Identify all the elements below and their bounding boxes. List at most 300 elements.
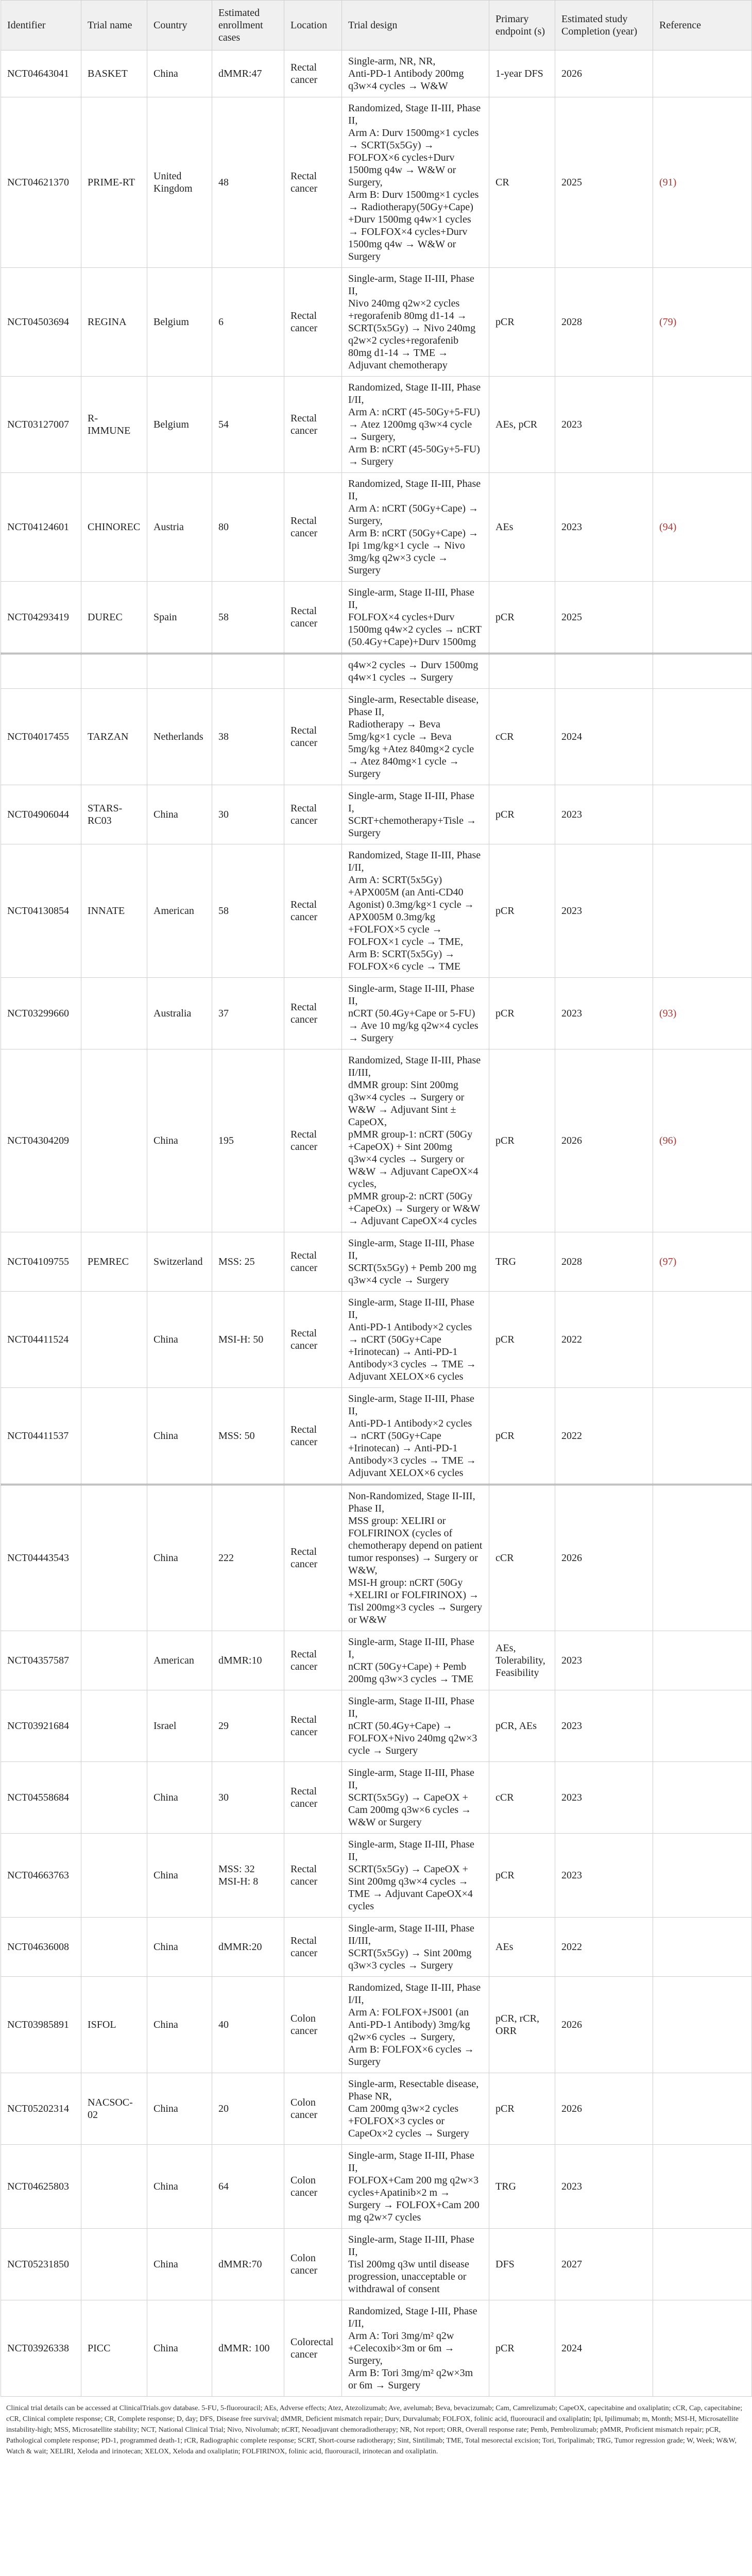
trial-design-line: MSS group: XELIRI or FOLFIRINOX (cycles of chemotherapy depend on patient tumor responses) → Surgery or W&W, [348, 1515, 483, 1576]
cell-identifier: NCT04906044 [1, 785, 81, 844]
cell-trial-design [342, 2229, 489, 2300]
cell-identifier: NCT04411537 [1, 1388, 81, 1485]
cell-primary-endpoint: DFS [489, 2229, 555, 2300]
cell-identifier: NCT04625803 [1, 2145, 81, 2229]
cell-country: American [147, 1631, 212, 1690]
cell-identifier: NCT04357587 [1, 1631, 81, 1690]
cell-trial-name: PEMREC [81, 1232, 147, 1292]
trial-design-line: Single-arm, Stage II-III, Phase II, [348, 1767, 474, 1791]
table-row [1, 785, 752, 844]
cell-completion: 2026 [555, 2073, 653, 2145]
cell-reference [653, 1049, 752, 1232]
cell-identifier: NCT05202314 [1, 2073, 81, 2145]
cell-location: Rectal cancer [284, 689, 342, 785]
cell-identifier: NCT04443543 [1, 1485, 81, 1631]
cell-trial-design [342, 2073, 489, 2145]
cell-primary-endpoint: pCR, AEs [489, 1690, 555, 1762]
trial-design-line: Randomized, Stage II-III, Phase II, [348, 103, 481, 126]
trial-design-line: Arm A: Durv 1500mg×1 cycles → SCRT(5x5Gy) → FOLFOX×6 cycles+Durv 1500mg q4w → W&W or Surgery, [348, 127, 479, 188]
trial-design-line: SCRT(5x5Gy) → Sint 200mg q3w×3 cycles → Surgery [348, 1947, 472, 1971]
trial-design-line: Radiotherapy → Beva 5mg/kg×1 cycle → Beva 5mg/kg +Atez 840mg×2 cycle → Atez 840mg×1 cycle → Surgery [348, 719, 474, 779]
cell-reference [653, 978, 752, 1049]
cell-enrollment: dMMR:47 [212, 50, 284, 97]
cell-identifier [1, 654, 81, 689]
cell-location: Rectal cancer [284, 1232, 342, 1292]
cell-trial-name [81, 1292, 147, 1388]
cell-primary-endpoint: pCR [489, 785, 555, 844]
trial-design-line: nCRT (50.4Gy+Cape) → FOLFOX+Nivo 240mg q2w×3 cycle → Surgery [348, 1720, 477, 1756]
trial-design-line: Arm A: Tori 3mg/m² q2w +Celecoxib×3m or 6m → Surgery, [348, 2330, 455, 2366]
cell-country: Australia [147, 978, 212, 1049]
table-row [1, 978, 752, 1049]
cell-trial-design [342, 654, 489, 689]
cell-identifier: NCT03926338 [1, 2300, 81, 2397]
cell-location: Rectal cancer [284, 582, 342, 654]
cell-trial-design [342, 2300, 489, 2397]
header-row [1, 1, 752, 50]
cell-completion: 2023 [555, 1690, 653, 1762]
trial-design-line: Nivo 240mg q2w×2 cycles +regorafenib 80mg d1-14 → SCRT(5x5Gy) → Nivo 240mg q2w×2 cycles+regorafenib 80mg d1-14 → TME → Adjuvant chemotherapy [348, 298, 476, 371]
reference-link[interactable]: (79) [659, 316, 677, 328]
trial-design-line: Single-arm, Stage II-III, Phase II, [348, 2234, 474, 2258]
cell-trial-design [342, 1631, 489, 1690]
cell-trial-design [342, 1918, 489, 1977]
cell-location [284, 654, 342, 689]
cell-enrollment: 20 [212, 2073, 284, 2145]
table-row [1, 1690, 752, 1762]
cell-country: American [147, 844, 212, 978]
cell-trial-name [81, 1834, 147, 1918]
cell-identifier: NCT03921684 [1, 1690, 81, 1762]
cell-reference [653, 1485, 752, 1631]
cell-reference [653, 1232, 752, 1292]
cell-identifier: NCT04621370 [1, 97, 81, 268]
cell-country: Austria [147, 473, 212, 582]
cell-trial-name [81, 1918, 147, 1977]
cell-primary-endpoint: CR [489, 97, 555, 268]
cell-completion: 2026 [555, 50, 653, 97]
cell-trial-design [342, 1485, 489, 1631]
trial-design-line: Single-arm, Resectable disease, Phase NR, [348, 2078, 479, 2102]
table-row [1, 473, 752, 582]
cell-reference [653, 50, 752, 97]
cell-reference [653, 689, 752, 785]
cell-primary-endpoint: cCR [489, 1762, 555, 1834]
cell-completion: 2023 [555, 978, 653, 1049]
cell-location: Rectal cancer [284, 785, 342, 844]
trial-design-line: Single-arm, NR, NR, [348, 56, 436, 67]
trial-design-line: Single-arm, Stage II-III, Phase II/III, [348, 1923, 474, 1946]
trial-design-line: nCRT (50Gy+Cape) + Pemb 200mg q3w×3 cycles → TME [348, 1661, 474, 1685]
table-row [1, 654, 752, 689]
cell-enrollment: 195 [212, 1049, 284, 1232]
cell-enrollment: 30 [212, 1762, 284, 1834]
cell-identifier: NCT04293419 [1, 582, 81, 654]
cell-country: Belgium [147, 268, 212, 377]
cell-completion: 2024 [555, 2300, 653, 2397]
cell-location: Colon cancer [284, 2073, 342, 2145]
cell-completion: 2023 [555, 2145, 653, 2229]
cell-country: China [147, 2300, 212, 2397]
trial-design-line: FOLFOX×4 cycles+Durv 1500mg q4w×2 cycles → nCRT (50.4Gy+Cape)+Durv 1500mg [348, 612, 482, 648]
cell-completion: 2023 [555, 377, 653, 473]
cell-primary-endpoint: TRG [489, 2145, 555, 2229]
cell-trial-design [342, 582, 489, 654]
cell-country: Spain [147, 582, 212, 654]
trial-design-line: Single-arm, Stage II-III, Phase II, [348, 1696, 474, 1719]
cell-reference [653, 2300, 752, 2397]
cell-location: Rectal cancer [284, 1834, 342, 1918]
cell-location: Colorectal cancer [284, 2300, 342, 2397]
cell-country: China [147, 2229, 212, 2300]
trial-design-line: Randomized, Stage II-III, Phase II, [348, 478, 481, 502]
trial-design-line: Single-arm, Stage II-III, Phase II, [348, 1393, 474, 1417]
trial-design-line: Single-arm, Stage II-III, Phase II, [348, 1297, 474, 1320]
cell-enrollment: 6 [212, 268, 284, 377]
trial-design-line: Arm B: SCRT(5x5Gy) → FOLFOX×6 cycle → TME [348, 948, 461, 972]
cell-completion [555, 654, 653, 689]
cell-enrollment: dMMR:20 [212, 1918, 284, 1977]
cell-reference [653, 268, 752, 377]
cell-trial-design [342, 1977, 489, 2073]
cell-enrollment: 64 [212, 2145, 284, 2229]
table-row [1, 50, 752, 97]
cell-enrollment: 29 [212, 1690, 284, 1762]
trial-design-line: Cam 200mg q3w×2 cycles +FOLFOX×3 cycles or CapeOx×2 cycles → Surgery [348, 2103, 469, 2139]
cell-location: Rectal cancer [284, 1918, 342, 1977]
cell-trial-name [81, 654, 147, 689]
trial-design-line: Randomized, Stage II-III, Phase I/II, [348, 850, 481, 873]
cell-reference [653, 2145, 752, 2229]
header-trial-name: Trial name [81, 1, 147, 50]
trial-design-line: Randomized, Stage I-III, Phase I/II, [348, 2306, 477, 2329]
cell-identifier: NCT04411524 [1, 1292, 81, 1388]
trial-design-line: q4w×2 cycles → Durv 1500mg q4w×1 cycles → Surgery [348, 659, 478, 683]
cell-reference [653, 844, 752, 978]
reference-link[interactable]: (96) [659, 1135, 677, 1146]
cell-primary-endpoint: cCR [489, 689, 555, 785]
cell-trial-name [81, 2145, 147, 2229]
cell-primary-endpoint: pCR [489, 844, 555, 978]
cell-enrollment: dMMR: 100 [212, 2300, 284, 2397]
trial-design-line: Arm B: nCRT (50Gy+Cape) → Ipi 1mg/kg×1 cycle → Nivo 3mg/kg q2w×3 cycle → Surgery [348, 528, 479, 576]
cell-country: Israel [147, 1690, 212, 1762]
cell-reference [653, 1834, 752, 1918]
cell-trial-name [81, 2229, 147, 2300]
cell-trial-name [81, 1388, 147, 1485]
trial-design-line: Non-Randomized, Stage II-III, Phase II, [348, 1490, 475, 1514]
cell-country: China [147, 1977, 212, 2073]
cell-completion: 2023 [555, 785, 653, 844]
trial-design-line: SCRT(5x5Gy) → CapeOX + Sint 200mg q3w×4 cycles → TME → Adjuvant CapeOX×4 cycles [348, 1863, 473, 1912]
cell-country: China [147, 1834, 212, 1918]
trial-design-line: Arm B: nCRT (45-50Gy+5-FU) → Surgery [348, 444, 480, 467]
cell-primary-endpoint: AEs [489, 473, 555, 582]
trial-design-line: Arm B: FOLFOX×6 cycles → Surgery [348, 2044, 474, 2067]
cell-location: Rectal cancer [284, 50, 342, 97]
cell-trial-name [81, 978, 147, 1049]
trial-design-line: Tisl 200mg q3w until disease progression, unacceptable or withdrawal of consent [348, 2259, 469, 2295]
reference-link[interactable]: (91) [659, 177, 677, 188]
header-country: Country [147, 1, 212, 50]
reference-link[interactable]: (94) [659, 521, 677, 533]
cell-primary-endpoint: TRG [489, 1232, 555, 1292]
cell-identifier: NCT04124601 [1, 473, 81, 582]
cell-enrollment: 30 [212, 785, 284, 844]
table-row [1, 377, 752, 473]
cell-completion: 2022 [555, 1918, 653, 1977]
cell-reference [653, 377, 752, 473]
cell-trial-design [342, 689, 489, 785]
cell-reference [653, 97, 752, 268]
trial-design-line: Single-arm, Stage II-III, Phase I, [348, 1636, 474, 1660]
cell-trial-name: PRIME-RT [81, 97, 147, 268]
cell-identifier: NCT03985891 [1, 1977, 81, 2073]
trial-design-line: Arm B: Tori 3mg/m² q2w×3m or 6m → Surgery [348, 2367, 473, 2391]
trial-design-line: Single-arm, Stage II-III, Phase II, [348, 2150, 474, 2174]
cell-completion: 2025 [555, 582, 653, 654]
cell-location: Rectal cancer [284, 1631, 342, 1690]
cell-reference [653, 1388, 752, 1485]
cell-enrollment [212, 654, 284, 689]
table-row [1, 2229, 752, 2300]
trial-design-line: SCRT+chemotherapy+Tisle → Surgery [348, 815, 476, 839]
table-row [1, 2300, 752, 2397]
cell-identifier: NCT04109755 [1, 1232, 81, 1292]
trial-design-line: pMMR group-2: nCRT (50Gy +CapeOx) → Surgery or W&W → Adjuvant CapeOX×4 cycles [348, 1191, 480, 1227]
cell-country: China [147, 2145, 212, 2229]
table-row [1, 1918, 752, 1977]
cell-enrollment: 80 [212, 473, 284, 582]
trial-design-line: Single-arm, Stage II-III, Phase II, [348, 1839, 474, 1862]
cell-enrollment: MSS: 32 MSI-H: 8 [212, 1834, 284, 1918]
cell-identifier: NCT04304209 [1, 1049, 81, 1232]
cell-trial-name: TARZAN [81, 689, 147, 785]
cell-identifier: NCT04558684 [1, 1762, 81, 1834]
table-row [1, 1485, 752, 1631]
cell-trial-design [342, 844, 489, 978]
cell-enrollment: 48 [212, 97, 284, 268]
header-primary-endpoint: Primary endpoint (s) [489, 1, 555, 50]
cell-reference [653, 473, 752, 582]
cell-primary-endpoint: AEs, pCR [489, 377, 555, 473]
cell-location: Rectal cancer [284, 978, 342, 1049]
cell-completion: 2022 [555, 1388, 653, 1485]
cell-trial-design [342, 1292, 489, 1388]
trial-design-line: Anti-PD-1 Antibody 200mg q3w×4 cycles → W&W [348, 68, 464, 92]
table-row [1, 268, 752, 377]
cell-completion: 2023 [555, 844, 653, 978]
cell-location: Colon cancer [284, 2145, 342, 2229]
cell-location: Rectal cancer [284, 377, 342, 473]
trial-design-line: MSI-H group: nCRT (50Gy +XELIRI or FOLFIRINOX) → Tisl 200mg×3 cycles → Surgery or W&W [348, 1577, 483, 1625]
cell-reference [653, 1292, 752, 1388]
table-row [1, 1834, 752, 1918]
cell-country: Netherlands [147, 689, 212, 785]
cell-primary-endpoint: pCR [489, 2300, 555, 2397]
cell-enrollment: dMMR:10 [212, 1631, 284, 1690]
header-enrollment: Estimated enrollment cases [212, 1, 284, 50]
cell-enrollment: 40 [212, 1977, 284, 2073]
cell-completion: 2022 [555, 1292, 653, 1388]
cell-country: China [147, 785, 212, 844]
cell-trial-name [81, 1690, 147, 1762]
cell-completion: 2023 [555, 1762, 653, 1834]
cell-identifier: NCT05231850 [1, 2229, 81, 2300]
cell-trial-design [342, 1049, 489, 1232]
cell-trial-name [81, 1762, 147, 1834]
cell-enrollment: MSS: 25 [212, 1232, 284, 1292]
trial-design-line: nCRT (50.4Gy+Cape or 5-FU) → Ave 10 mg/kg q2w×4 cycles → Surgery [348, 1008, 478, 1044]
cell-primary-endpoint: cCR [489, 1485, 555, 1631]
header-location: Location [284, 1, 342, 50]
cell-trial-name [81, 1049, 147, 1232]
cell-country: Switzerland [147, 1232, 212, 1292]
cell-completion: 2026 [555, 1485, 653, 1631]
trial-design-line: Randomized, Stage II-III, Phase I/II, [348, 382, 481, 405]
table-row [1, 689, 752, 785]
cell-location: Colon cancer [284, 2229, 342, 2300]
cell-country: China [147, 1918, 212, 1977]
cell-identifier: NCT04130854 [1, 844, 81, 978]
cell-primary-endpoint: pCR, rCR, ORR [489, 1977, 555, 2073]
cell-country: China [147, 1485, 212, 1631]
cell-country: United Kingdom [147, 97, 212, 268]
cell-primary-endpoint: 1-year DFS [489, 50, 555, 97]
cell-trial-name: NACSOC-02 [81, 2073, 147, 2145]
cell-trial-design [342, 1232, 489, 1292]
trial-design-line: Anti-PD-1 Antibody×2 cycles → nCRT (50Gy+Cape +Irinotecan) → Anti-PD-1 Antibody×3 cycles → TME → Adjuvant XELOX×6 cycles [348, 1321, 476, 1382]
cell-identifier: NCT03299660 [1, 978, 81, 1049]
cell-trial-name: BASKET [81, 50, 147, 97]
table-row [1, 2073, 752, 2145]
clinical-trials-table [1, 0, 752, 2397]
cell-trial-design [342, 978, 489, 1049]
header-identifier: Identifier [1, 1, 81, 50]
trial-design-line: Single-arm, Stage II-III, Phase II, [348, 587, 474, 611]
cell-trial-name: REGINA [81, 268, 147, 377]
cell-primary-endpoint: pCR [489, 1292, 555, 1388]
cell-country: China [147, 1049, 212, 1232]
cell-completion: 2025 [555, 97, 653, 268]
cell-completion: 2023 [555, 473, 653, 582]
cell-primary-endpoint [489, 654, 555, 689]
cell-completion: 2023 [555, 1631, 653, 1690]
trial-design-line: Arm B: Durv 1500mg×1 cycles → Radiotherapy(50Gy+Cape) +Durv 1500mg q4w×1 cycles → FOLFOX×4 cycles+Durv 1500mg q4w → W&W or Surgery [348, 189, 479, 262]
cell-completion: 2028 [555, 268, 653, 377]
cell-primary-endpoint: pCR [489, 268, 555, 377]
cell-trial-name [81, 1485, 147, 1631]
cell-primary-endpoint: pCR [489, 2073, 555, 2145]
trial-design-line: Arm A: nCRT (50Gy+Cape) → Surgery, [348, 503, 479, 527]
reference-link[interactable]: (93) [659, 1008, 677, 1019]
cell-primary-endpoint: pCR [489, 1388, 555, 1485]
table-row [1, 2145, 752, 2229]
cell-completion: 2027 [555, 2229, 653, 2300]
table-row [1, 582, 752, 654]
trial-design-line: Single-arm, Stage II-III, Phase II, [348, 273, 474, 297]
cell-primary-endpoint: AEs [489, 1918, 555, 1977]
cell-country: Belgium [147, 377, 212, 473]
cell-location: Rectal cancer [284, 268, 342, 377]
cell-location: Rectal cancer [284, 1690, 342, 1762]
cell-enrollment: 222 [212, 1485, 284, 1631]
table-footnote: Clinical trial details can be accessed at ClinicalTrials.gov database. 5-FU, 5-fluorouracil; AEs, Adverse effects; Atez, Atezolizumab; Ave, avelumab; Beva, bevacizumab; Cam, Camrelizumab; CapeOX, capecitabine and oxaliplatin; cCR, Cap, capecitabine; cCR, Clinical complete response; CR, Complete response; D, day; DFS, Disease free survival; dMMR, Deficient mismatch repair; Durv, Durvalumab; FOLFOX, folinic acid, fluorouracil and oxaliplatin; Ipi, Ipilimumab; m, Month; MSI-H, Microsatellite instability-high; MSS, Microsatellite stability; NCT, National Clinical Trial; Nivo, Nivolumab; nCRT, Neoadjuvant chemoradiotherapy; NR, Not report; ORR, Overall response rate; Pemb, Pembrolizumab; pMMR, Proficient mismatch repair; pCR, Pathological complete response; PD-1, programmed death-1; rCR, Radiographic complete response; SCRT, Short-course radiotherapy; Sint, Sintilimab; TME, Total mesorectal excision; Tori, Toripalimab; TRG, Tumor regression grade; W, Week; W&W, Watch & wait; XELIRI, Xeloda and irinotecan; XELOX, Xeloda and oxaliplatin; FOLFIRINOX, folinic acid, fluorouracil, irinotecan and oxaliplatin. [6, 2404, 743, 2455]
cell-identifier: NCT04017455 [1, 689, 81, 785]
table-row [1, 97, 752, 268]
reference-link[interactable]: (97) [659, 1256, 677, 1267]
table-row [1, 1631, 752, 1690]
cell-trial-name [81, 1631, 147, 1690]
cell-reference [653, 1918, 752, 1977]
cell-primary-endpoint: AEs, Tolerability, Feasibility [489, 1631, 555, 1690]
cell-identifier: NCT04663763 [1, 1834, 81, 1918]
trial-design-line: Single-arm, Resectable disease, Phase II, [348, 694, 479, 718]
cell-identifier: NCT04643041 [1, 50, 81, 97]
cell-trial-name: ISFOL [81, 1977, 147, 2073]
table-body [1, 50, 752, 2397]
cell-trial-name: DUREC [81, 582, 147, 654]
cell-identifier: NCT04503694 [1, 268, 81, 377]
cell-trial-design [342, 1762, 489, 1834]
cell-trial-name: PICC [81, 2300, 147, 2397]
cell-identifier: NCT03127007 [1, 377, 81, 473]
cell-completion: 2028 [555, 1232, 653, 1292]
table-row [1, 1762, 752, 1834]
cell-enrollment: dMMR:70 [212, 2229, 284, 2300]
trial-design-line: Randomized, Stage II-III, Phase I/II, [348, 1982, 481, 2006]
trial-design-line: Anti-PD-1 Antibody×2 cycles → nCRT (50Gy+Cape +Irinotecan) → Anti-PD-1 Antibody×3 cycles → TME → Adjuvant XELOX×6 cycles [348, 1418, 476, 1479]
cell-trial-name: R-IMMUNE [81, 377, 147, 473]
cell-primary-endpoint: pCR [489, 978, 555, 1049]
cell-reference [653, 654, 752, 689]
cell-trial-design [342, 50, 489, 97]
trial-design-line: dMMR group: Sint 200mg q3w×4 cycles → Surgery or W&W → Adjuvant Sint ± CapeOX, [348, 1079, 465, 1128]
cell-enrollment: MSI-H: 50 [212, 1292, 284, 1388]
cell-trial-design [342, 97, 489, 268]
cell-location: Rectal cancer [284, 1388, 342, 1485]
cell-primary-endpoint: pCR [489, 1049, 555, 1232]
table-row [1, 1977, 752, 2073]
cell-country: China [147, 50, 212, 97]
trial-design-line: Arm A: FOLFOX+JS001 (an Anti-PD-1 Antibody) 3mg/kg q2w×6 cycles → Surgery, [348, 2007, 470, 2043]
cell-completion: 2024 [555, 689, 653, 785]
cell-enrollment: 58 [212, 582, 284, 654]
cell-trial-name: INNATE [81, 844, 147, 978]
table-row [1, 1232, 752, 1292]
cell-country: China [147, 2073, 212, 2145]
cell-completion: 2026 [555, 1049, 653, 1232]
table-row [1, 844, 752, 978]
trial-design-line: Arm A: SCRT(5x5Gy) +APX005M (an Anti-CD40 Agonist) 0.3mg/kg×1 cycle → APX005M 0.3mg/kg +FOLFOX×5 cycle → FOLFOX×1 cycle → TME, [348, 874, 474, 947]
cell-identifier: NCT04636008 [1, 1918, 81, 1977]
cell-reference [653, 1631, 752, 1690]
cell-trial-design [342, 1388, 489, 1485]
cell-country: China [147, 1388, 212, 1485]
cell-location: Rectal cancer [284, 844, 342, 978]
cell-reference [653, 1977, 752, 2073]
table-row [1, 1292, 752, 1388]
cell-enrollment: 54 [212, 377, 284, 473]
cell-location: Rectal cancer [284, 1762, 342, 1834]
cell-trial-design [342, 1690, 489, 1762]
trial-design-line: Single-arm, Stage II-III, Phase II, [348, 983, 474, 1007]
header-reference: Reference [653, 1, 752, 50]
cell-trial-design [342, 268, 489, 377]
cell-trial-name: STARS-RC03 [81, 785, 147, 844]
trial-design-line: SCRT(5x5Gy) + Pemb 200 mg q3w×4 cycle → Surgery [348, 1262, 476, 1286]
cell-reference [653, 2073, 752, 2145]
